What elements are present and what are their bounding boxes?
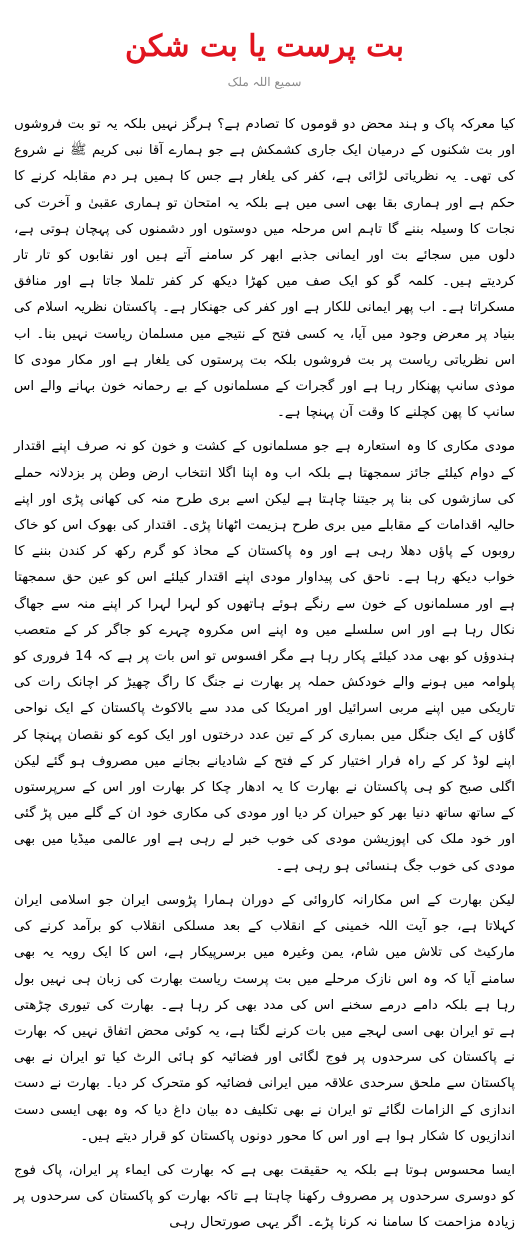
article-author: سمیع اللہ ملک: [227, 75, 302, 89]
article-paragraph: مودی مکاری کا وہ استعارہ ہے جو مسلمانوں کے کشت و خون کو نہ صرف اپنے اقتدار کے دوام کیلئے جائز سمجھتا ہے بلکہ اب وہ اپنا اگلا انتخاب ارض وطن پر بزدلانہ حملے کی سازشوں کی بنا پر جیتنا چاہتا ہے لیکن اسے بری طرح منہ کی کھانی پڑی اور اپنے حالیہ اقدامات کے مقابلے میں بری طرح ہزیمت اٹھانا پڑی۔ اقتدار کی بھوک اس کو خاک روبوں کے پاؤں دھلا رہی ہے اور وہ پاکستان کے محاذ کو گرم رکھ کر کندن بننے کا خواب دیکھ رہا ہے۔ ناحق کی پیداوار مودی اپنے اقتدار کیلئے اس کو عین حق سمجھتا ہے اور مسلمانوں کے خون سے رنگے ہوئے ہاتھوں کو لہرا لہرا کر اپنے منہ سے جھاگ نکال رہا ہے اور اس سلسلے میں وہ اپنے اس مکروہ چہرے کو جاگر کر کے متعصب ہندوؤں کو بھی مدد کیلئے پکار رہا ہے مگر افسوس تو اس بات پر ہے کہ 14 فروری کو پلوامہ میں ہونے والے خودکش حملہ پر بھارت نے جنگ کا راگ چھیڑ کر اچانک رات کی تاریکی میں اپنے مربی اسرائیل اور امریکا کی مدد سے بالاکوٹ پاکستان کے ایک نواحی گاؤں کے ایک جنگل میں بمباری کر کے تین عدد درختوں اور ایک کوے کو نقصان پہنچا کر اپنے لوڈ کر کے راہ فرار اختیار کر کے فتح کے شادیانے بجانے میں مصروف ہو گئے لیکن اگلی صبح کو ہی پاکستان نے بھارت کا یہ ادھار چکا کر بھارت اور اس کے سرپرستوں کے ساتھ ساتھ دنیا بھر کو حیران کر دیا اور مودی کی مکاری خود ان کے گلے میں پڑ گئی اور خود ملک کی اپوزیشن مودی کی خوب خبر لے رہی ہے اور عالمی میڈیا میں بھی مودی کی خوب جگ ہنسائی ہو رہی ہے۔: [14, 439, 515, 874]
article-paragraph: ایسا محسوس ہوتا ہے بلکہ یہ حقیقت بھی ہے کہ بھارت کی ایماء پر ایران، پاک فوج کو دوسری سرحدوں پر مصروف رکھنا چاہتا ہے تاکہ بھارت کو پاکستان کی سرحدوں پر زیادہ مزاحمت کا سامنا نہ کرنا پڑے۔ اگر یہی صورتحال رہی: [14, 1162, 515, 1231]
article-title: بت پرست یا بت شکن: [125, 29, 404, 64]
article-paragraph: لیکن بھارت کے اس مکارانہ کاروائی کے دوران ہمارا پڑوسی ایران جو اسلامی ایران کہلاتا ہے، جو آیت اللہ خمینی کے انقلاب کے بعد مسلکی انقلاب کو برآمد کرنے کی مارکیٹ کی تلاش میں شام، یمن وغیرہ میں برسرپیکار ہے، اس کا ایک رویہ یہ بھی سامنے آیا کہ وہ اس نازک مرحلے میں بت پرست ریاست بھارت کی زبان ہی نہیں بول رہا ہے بلکہ دامے درمے سخنے اس کی مدد بھی کر رہا ہے۔ بھارت کی تیوری چڑھتی ہے تو ایران بھی اسی لہجے میں بات کرنے لگتا ہے، یہ کوئی محض اتفاق نہیں کہ بھارت نے پاکستان کی سرحدوں پر فوج لگائی اور فضائیہ کو ہائی الرٹ کیا تو ایران نے بھی پاکستان سے ملحق سرحدی علاقہ میں ایرانی فضائیہ کو متحرک کر دیا۔ بھارت نے دست اندازی کے الزامات لگائے تو ایران نے بھی تکلیف دہ بیان داغ دیا کہ وہ بھی ایسی دست اندازیوں کا شکار ہوا ہے اور اس کا محور دونوں پاکستان کو قرار دیتے ہیں۔: [14, 892, 515, 1144]
article-paragraph: کیا معرکہ پاک و ہند محض دو قوموں کا تصادم ہے؟ ہرگز نہیں بلکہ یہ تو بت فروشوں اور بت شکنوں کے درمیان ایک جاری کشمکش ہے جو ہمارے آقا نبی کریم ﷺ نے شروع کی تھی۔ یہ نظریاتی لڑائی ہے، کفر کی یلغار ہے جس کا ہمیں ہر دم مقابلہ کرنے کا حکم ہے اور ہماری بقا بھی اسی میں ہے بلکہ یہ امتحان تو ہماری عقبیٰ و آخرت کی نجات کا وسیلہ بننے گا تاہم اس مرحلہ میں دوستوں اور دشمنوں کی پہچان ہوتی ہے، دلوں میں سجائے بت اور ایمانی جذبے ابھر کر سامنے آتے ہیں اور نقابوں کو تار تار کردیتے ہیں۔ کلمہ گو کو ایک صف میں کھڑا دیکھ کر کفر تلملا جاتا ہے اور منافق مسکراتا ہے۔ اب پھر ایمانی للکار ہے اور کفر کی جھنکار ہے۔ پاکستان نظریہ اسلام کی بنیاد پر معرض وجود میں آیا، یہ کسی فتح کے نتیجے میں مسلمان ریاست نہیں بنا۔ اب اس نظریاتی ریاست پر بت فروشوں بلکہ بت پرستوں کی یلغار ہے اور مکار مودی کا موذی سانپ پھنکار رہا ہے اور گجرات کے مسلمانوں کے بے رحمانہ خون بہانے والے اس سانپ کا پھن کچلنے کا وقت آن پہنچا ہے۔: [14, 117, 515, 421]
article-body: [14, 112, 515, 1237]
